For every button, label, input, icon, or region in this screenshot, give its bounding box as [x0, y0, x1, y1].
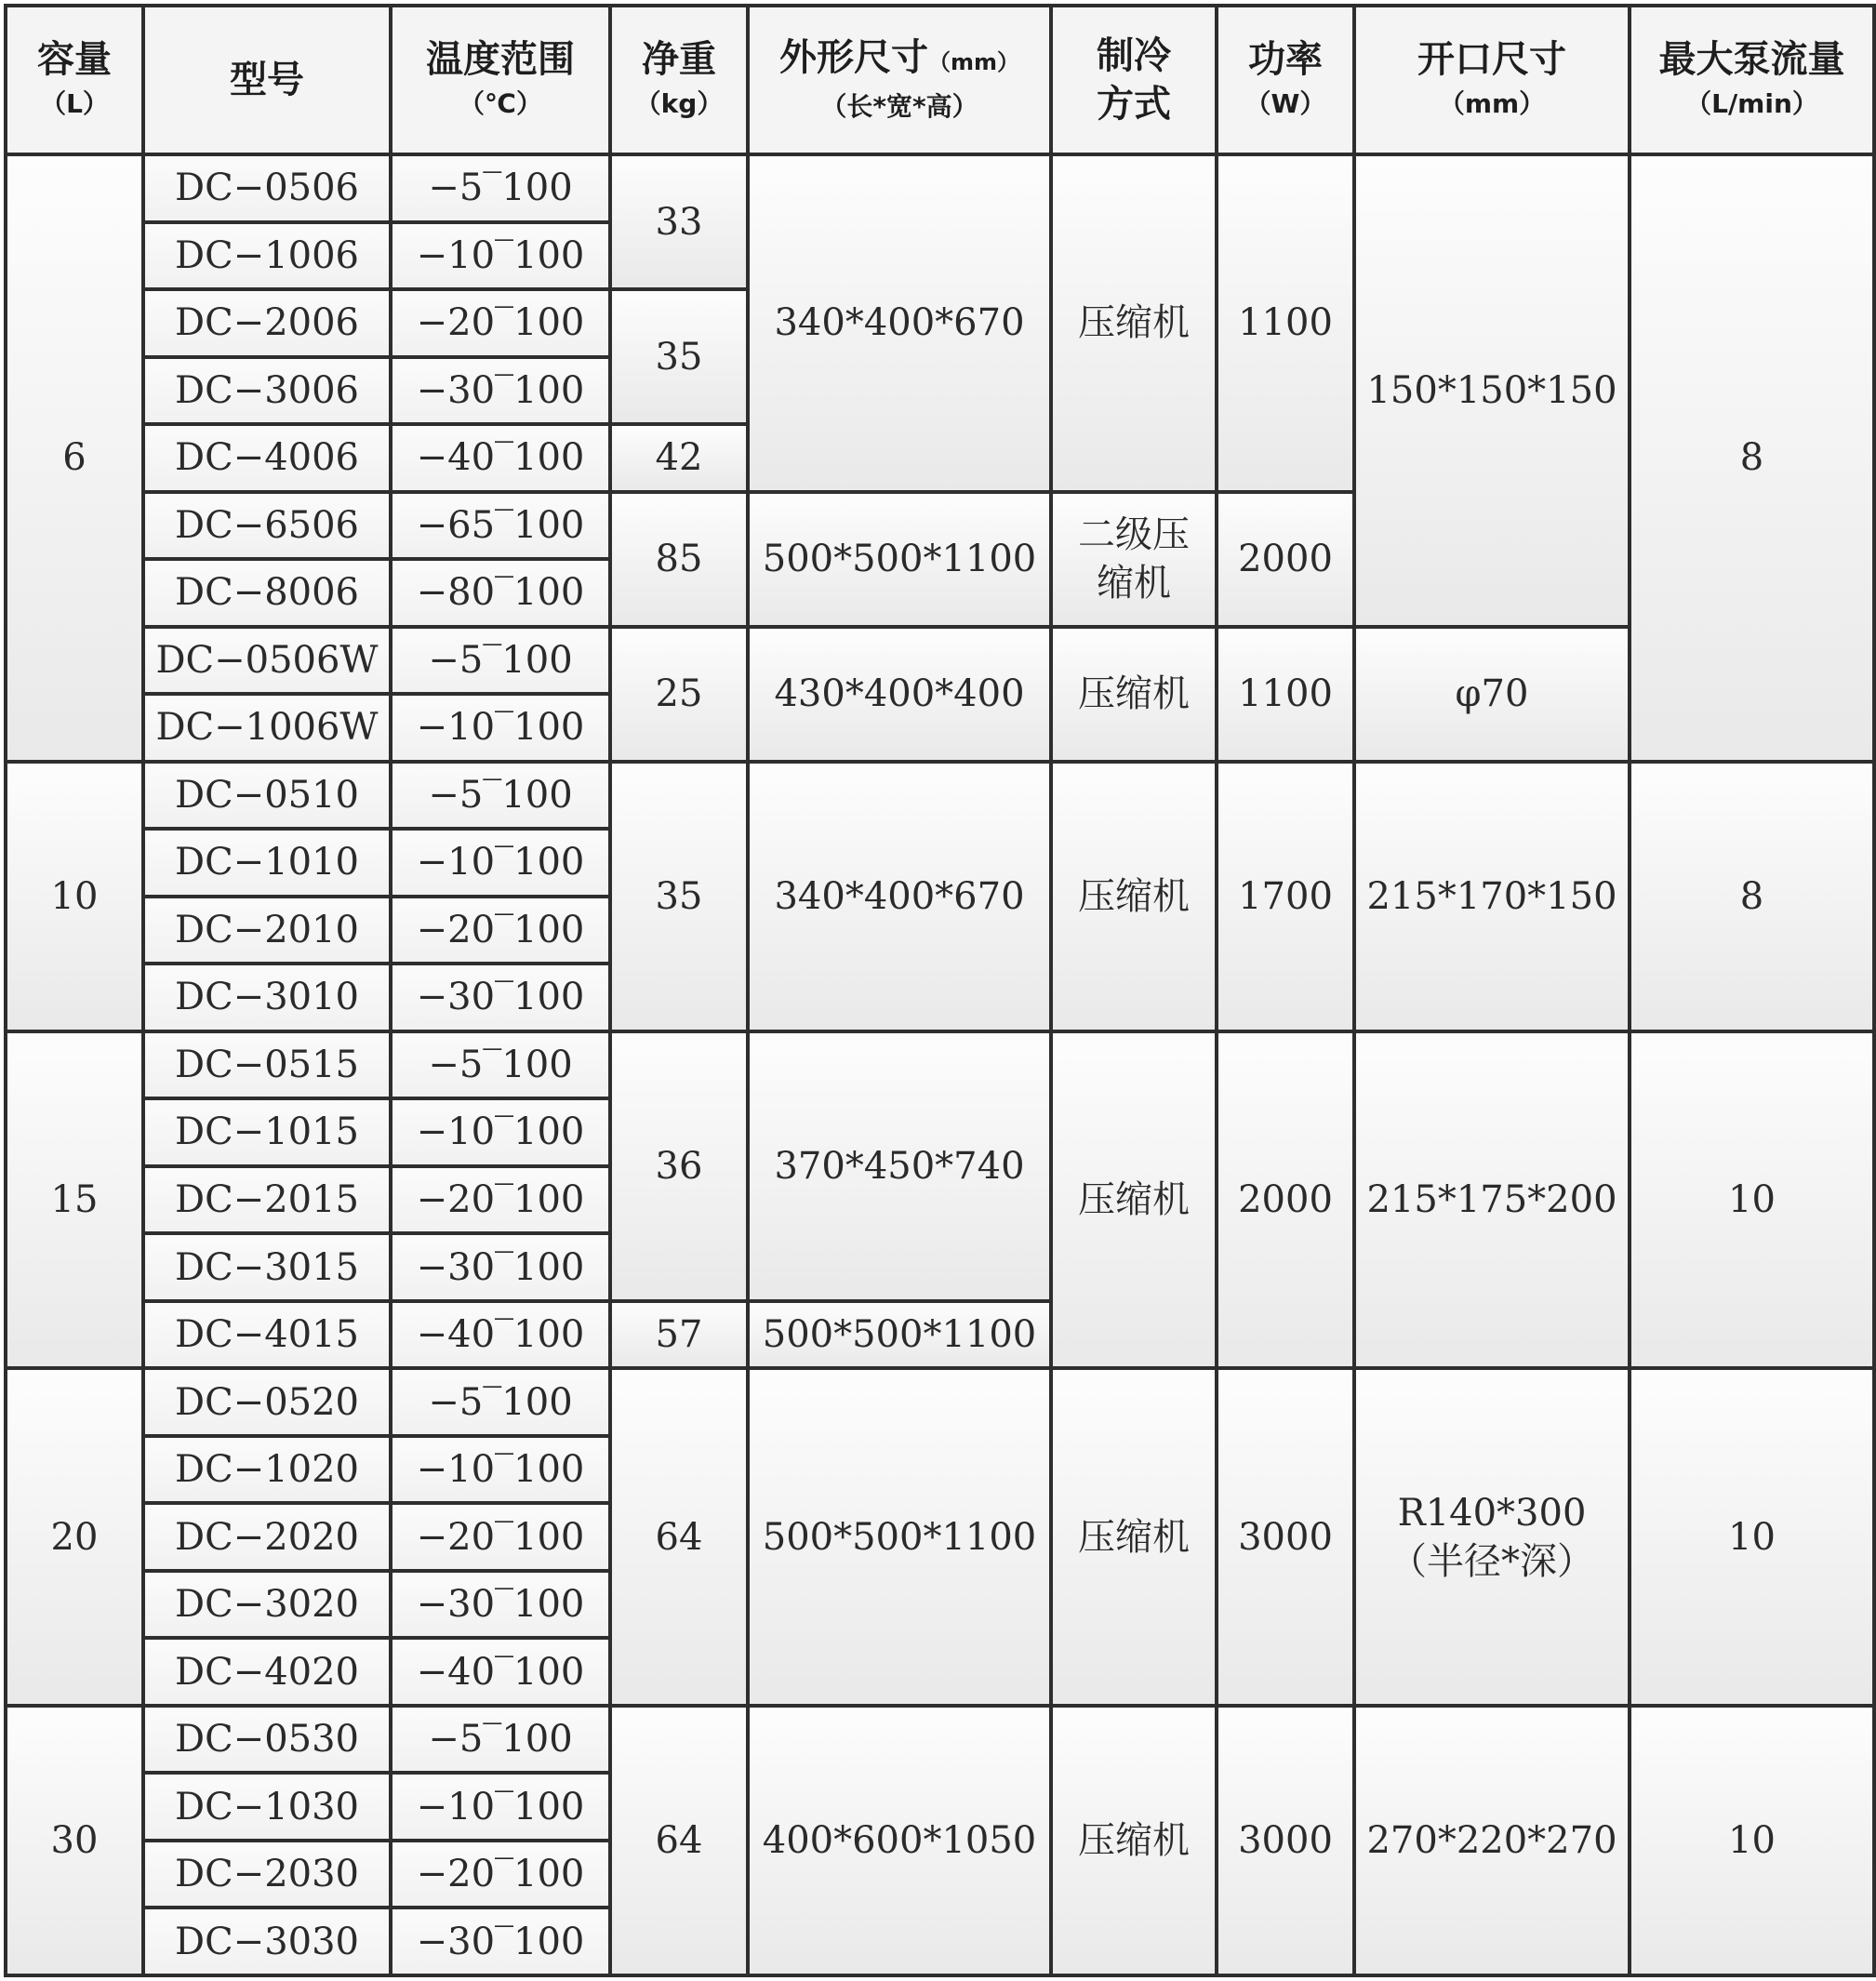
- weight-cell: 35: [610, 289, 748, 424]
- header-dims-label: 外形尺寸: [778, 35, 928, 79]
- temp-range-cell: −10‾100: [391, 222, 610, 290]
- cooling-cell: 压缩机: [1051, 154, 1217, 492]
- header-opening-label: 开口尺寸: [1417, 38, 1566, 81]
- temp-range-cell: −5‾100: [391, 1706, 610, 1774]
- weight-cell: 35: [610, 762, 748, 1031]
- spec-table-container: [4, 4, 1872, 1977]
- model-cell: DC−1010: [143, 829, 391, 897]
- spec-table: [4, 4, 1876, 1977]
- cooling-two-stage-text: 二级压 缩机: [1078, 513, 1190, 605]
- header-cooling: [1051, 6, 1217, 154]
- dims-cell: 500*500*1100: [748, 492, 1051, 627]
- model-cell: DC−1030: [143, 1773, 391, 1841]
- weight-cell: 64: [610, 1706, 748, 1975]
- flow-cell: 10: [1630, 1031, 1874, 1369]
- cooling-cell: 压缩机: [1051, 1031, 1217, 1369]
- temp-range-cell: −10‾100: [391, 1773, 610, 1841]
- model-cell: DC−2030: [143, 1841, 391, 1908]
- model-cell: DC−3030: [143, 1908, 391, 1975]
- header-flow-label: 最大泵流量: [1658, 38, 1845, 81]
- capacity-cell: 6: [6, 154, 143, 762]
- opening-cell: 150*150*150: [1354, 154, 1630, 627]
- temp-range-cell: −10‾100: [391, 694, 610, 762]
- model-cell: DC−0506: [143, 154, 391, 222]
- temp-range-cell: −20‾100: [391, 897, 610, 964]
- opening-cell: 215*175*200: [1354, 1031, 1630, 1369]
- capacity-cell: 15: [6, 1031, 143, 1369]
- model-cell: DC−1020: [143, 1436, 391, 1504]
- temp-range-cell: −30‾100: [391, 1571, 610, 1639]
- capacity-cell: 10: [6, 762, 143, 1031]
- header-cooling-line1: 制冷: [1097, 34, 1171, 77]
- temp-range-cell: −20‾100: [391, 1166, 610, 1234]
- header-temp-label: 温度范围: [426, 38, 575, 81]
- temp-range-cell: −30‾100: [391, 1908, 610, 1975]
- header-temp: [391, 6, 610, 154]
- flow-cell: 10: [1630, 1368, 1874, 1706]
- header-capacity: [6, 6, 143, 154]
- temp-range-cell: −5‾100: [391, 762, 610, 830]
- temp-range-cell: −20‾100: [391, 1503, 610, 1571]
- header-dims-unit: （长*宽*高）: [820, 90, 978, 122]
- power-cell: 3000: [1217, 1706, 1354, 1975]
- temp-range-cell: −10‾100: [391, 1098, 610, 1166]
- table-row: [6, 1706, 1874, 1774]
- weight-cell: 64: [610, 1368, 748, 1706]
- model-cell: DC−3015: [143, 1233, 391, 1301]
- temp-range-cell: −40‾100: [391, 424, 610, 492]
- weight-cell: 25: [610, 627, 748, 762]
- dims-cell: 340*400*670: [748, 762, 1051, 1031]
- weight-cell: 42: [610, 424, 748, 492]
- temp-range-cell: −20‾100: [391, 289, 610, 357]
- power-cell: 2000: [1217, 492, 1354, 627]
- power-cell: 2000: [1217, 1031, 1354, 1369]
- weight-cell: 36: [610, 1031, 748, 1301]
- header-opening-unit: （mm）: [1438, 88, 1546, 119]
- model-cell: DC−0510: [143, 762, 391, 830]
- header-weight: [610, 6, 748, 154]
- cooling-cell: 压缩机: [1051, 1368, 1217, 1706]
- temp-range-cell: −40‾100: [391, 1301, 610, 1369]
- model-cell: DC−4015: [143, 1301, 391, 1369]
- cooling-cell: 压缩机: [1051, 1706, 1217, 1975]
- header-dims-line: [750, 33, 1049, 86]
- flow-cell: 8: [1630, 762, 1874, 1031]
- opening-cell: 270*220*270: [1354, 1706, 1630, 1975]
- header-power: [1217, 6, 1354, 154]
- temp-range-cell: −5‾100: [391, 627, 610, 695]
- power-cell: 1100: [1217, 154, 1354, 492]
- header-model-label: 型号: [230, 59, 304, 101]
- table-row: [6, 1368, 1874, 1436]
- model-cell: DC−0515: [143, 1031, 391, 1099]
- header-power-unit: （W）: [1244, 88, 1326, 119]
- model-cell: DC−0506W: [143, 627, 391, 695]
- model-cell: DC−2015: [143, 1166, 391, 1234]
- opening-cell: φ70: [1354, 627, 1630, 762]
- temp-range-cell: −80‾100: [391, 559, 610, 627]
- capacity-cell: 20: [6, 1368, 143, 1706]
- header-cooling-line2: 方式: [1097, 83, 1171, 126]
- weight-cell: 85: [610, 492, 748, 627]
- model-cell: DC−1006W: [143, 694, 391, 762]
- opening-radius-text: R140*300 （半径*深）: [1390, 1491, 1594, 1583]
- header-temp-unit: （℃）: [459, 88, 542, 119]
- temp-range-cell: −40‾100: [391, 1638, 610, 1706]
- temp-range-cell: −5‾100: [391, 154, 610, 222]
- temp-range-cell: −65‾100: [391, 492, 610, 560]
- model-cell: DC−2020: [143, 1503, 391, 1571]
- weight-cell: 57: [610, 1301, 748, 1369]
- opening-cell: 215*170*150: [1354, 762, 1630, 1031]
- header-capacity-unit: （L）: [40, 88, 109, 119]
- temp-range-cell: −30‾100: [391, 1233, 610, 1301]
- header-power-label: 功率: [1248, 38, 1323, 81]
- header-opening: [1354, 6, 1630, 154]
- header-flow: [1630, 6, 1874, 154]
- power-cell: 3000: [1217, 1368, 1354, 1706]
- cooling-cell: [1051, 492, 1217, 627]
- model-cell: DC−3010: [143, 964, 391, 1031]
- table-row: [6, 627, 1874, 695]
- dims-cell: 500*500*1100: [748, 1368, 1051, 1706]
- table-row: [6, 154, 1874, 222]
- flow-cell: 8: [1630, 154, 1874, 762]
- header-dims: [748, 6, 1051, 154]
- capacity-cell: 30: [6, 1706, 143, 1975]
- model-cell: DC−1015: [143, 1098, 391, 1166]
- temp-range-cell: −5‾100: [391, 1031, 610, 1099]
- temp-range-cell: −5‾100: [391, 1368, 610, 1436]
- header-weight-unit: （kg）: [634, 88, 724, 119]
- temp-range-cell: −10‾100: [391, 1436, 610, 1504]
- temp-range-cell: −20‾100: [391, 1841, 610, 1908]
- dims-cell: 400*600*1050: [748, 1706, 1051, 1975]
- dims-cell: 340*400*670: [748, 154, 1051, 492]
- dims-cell: 500*500*1100: [748, 1301, 1051, 1369]
- header-dims-unit-inline: （mm）: [927, 48, 1019, 75]
- table-row: [6, 1031, 1874, 1099]
- model-cell: DC−4020: [143, 1638, 391, 1706]
- temp-range-cell: −30‾100: [391, 357, 610, 425]
- weight-cell: 33: [610, 154, 748, 289]
- opening-cell: [1354, 1368, 1630, 1706]
- model-cell: DC−4006: [143, 424, 391, 492]
- header-row: [6, 6, 1874, 154]
- model-cell: DC−2010: [143, 897, 391, 964]
- model-cell: DC−0520: [143, 1368, 391, 1436]
- table-row: [6, 762, 1874, 830]
- power-cell: 1100: [1217, 627, 1354, 762]
- header-capacity-label: 容量: [37, 38, 112, 81]
- temp-range-cell: −10‾100: [391, 829, 610, 897]
- model-cell: DC−3020: [143, 1571, 391, 1639]
- temp-range-cell: −30‾100: [391, 964, 610, 1031]
- power-cell: 1700: [1217, 762, 1354, 1031]
- dims-cell: 430*400*400: [748, 627, 1051, 762]
- header-flow-unit: （L/min）: [1685, 88, 1818, 119]
- model-cell: DC−8006: [143, 559, 391, 627]
- flow-cell: 10: [1630, 1706, 1874, 1975]
- cooling-cell: 压缩机: [1051, 762, 1217, 1031]
- header-weight-label: 净重: [642, 38, 716, 81]
- model-cell: DC−0530: [143, 1706, 391, 1774]
- model-cell: DC−1006: [143, 222, 391, 290]
- model-cell: DC−3006: [143, 357, 391, 425]
- model-cell: DC−2006: [143, 289, 391, 357]
- cooling-cell: 压缩机: [1051, 627, 1217, 762]
- dims-cell: 370*450*740: [748, 1031, 1051, 1301]
- header-model: [143, 6, 391, 154]
- model-cell: DC−6506: [143, 492, 391, 560]
